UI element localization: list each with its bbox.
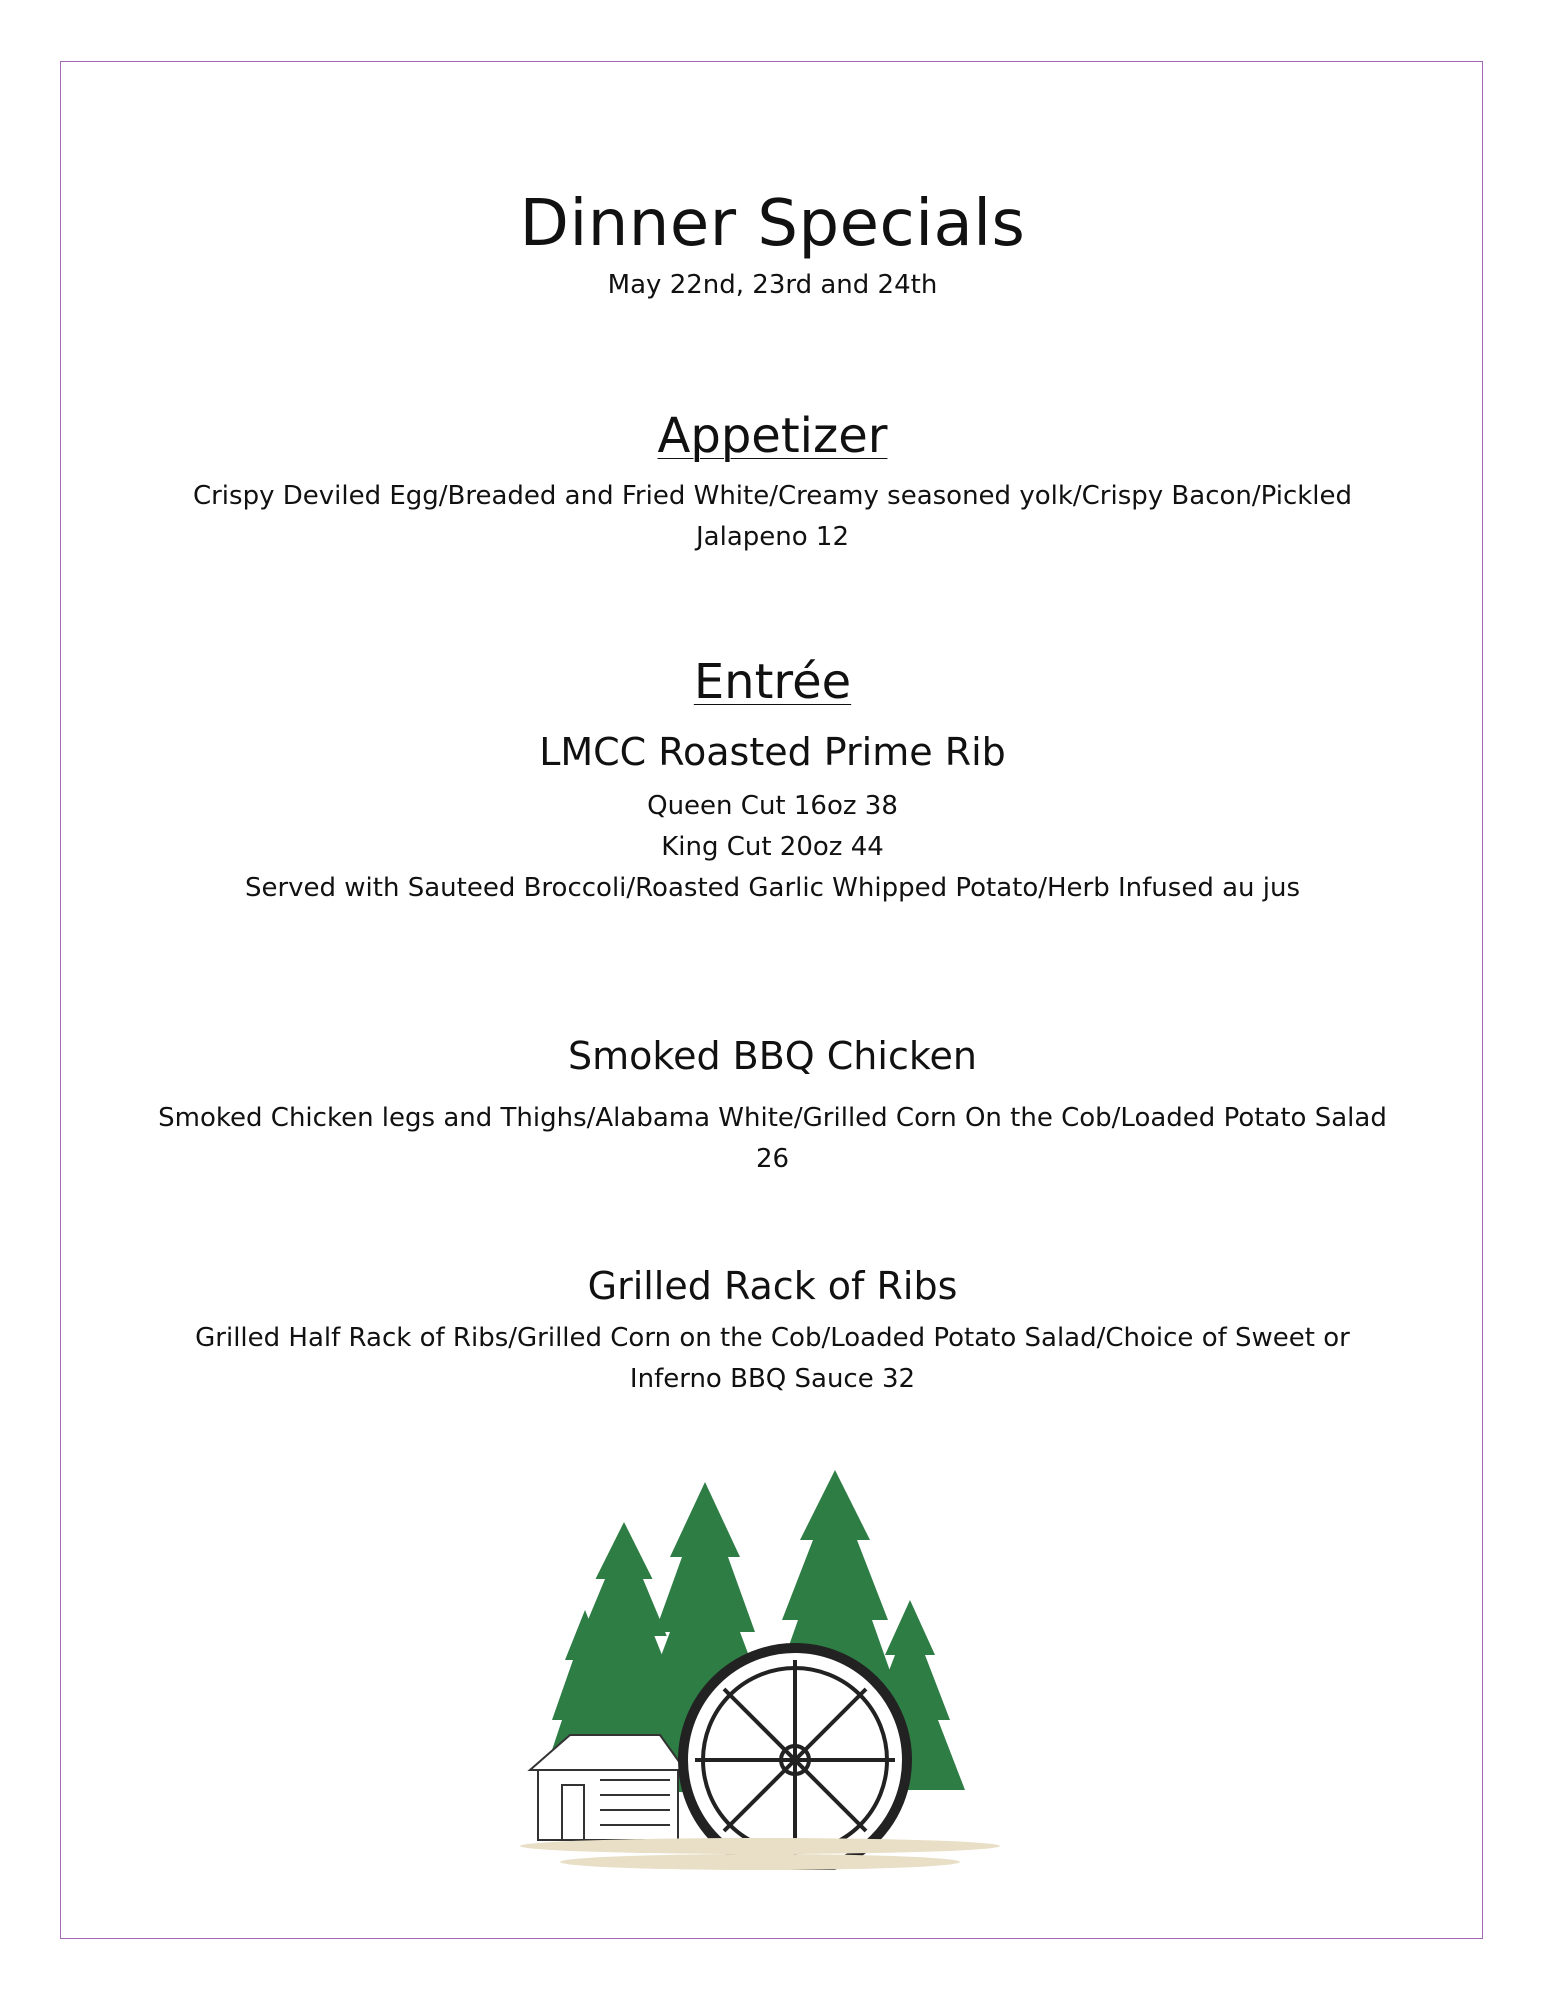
prime-rib-king-cut: King Cut 20oz 44 xyxy=(661,832,884,862)
entree-heading xyxy=(0,652,1545,712)
appetizer-heading xyxy=(0,406,1545,466)
prime-rib-name: LMCC Roasted Prime Rib xyxy=(539,730,1006,774)
appetizer-line-2: Jalapeno 12 xyxy=(696,522,849,552)
bbq-chicken-line-2: 26 xyxy=(755,1144,790,1174)
ribs-name: Grilled Rack of Ribs xyxy=(587,1264,958,1308)
dates: May 22nd, 23rd and 24th xyxy=(607,270,938,300)
water-wheel xyxy=(683,1648,907,1870)
page-title: Dinner Specials xyxy=(519,187,1026,261)
appetizer-description xyxy=(0,476,1545,558)
cabin xyxy=(530,1735,685,1840)
prime-rib-details xyxy=(0,786,1545,909)
prime-rib-served-with: Served with Sauteed Broccoli/Roasted Garlic Whipped Potato/Herb Infused au jus xyxy=(244,873,1301,903)
ribs-line-2: Inferno BBQ Sauce 32 xyxy=(629,1364,916,1394)
entree-heading-text: Entrée xyxy=(693,654,852,710)
appetizer-heading-text: Appetizer xyxy=(657,408,888,464)
prime-rib-queen-cut: Queen Cut 16oz 38 xyxy=(647,791,898,821)
bbq-chicken-line-1: Smoked Chicken legs and Thighs/Alabama White/Grilled Corn On the Cob/Loaded Potato Salad xyxy=(158,1103,1387,1133)
watermill-logo-icon xyxy=(510,1470,1010,1870)
water xyxy=(520,1838,1000,1870)
bbq-chicken-name: Smoked BBQ Chicken xyxy=(568,1034,977,1078)
ribs-details xyxy=(0,1318,1545,1400)
ribs-line-1: Grilled Half Rack of Ribs/Grilled Corn on the Cob/Loaded Potato Salad/Choice of Sweet or xyxy=(195,1323,1350,1353)
bbq-chicken-details xyxy=(0,1098,1545,1180)
appetizer-line-1: Crispy Deviled Egg/Breaded and Fried White/Creamy seasoned yolk/Crispy Bacon/Pickled xyxy=(192,481,1353,511)
